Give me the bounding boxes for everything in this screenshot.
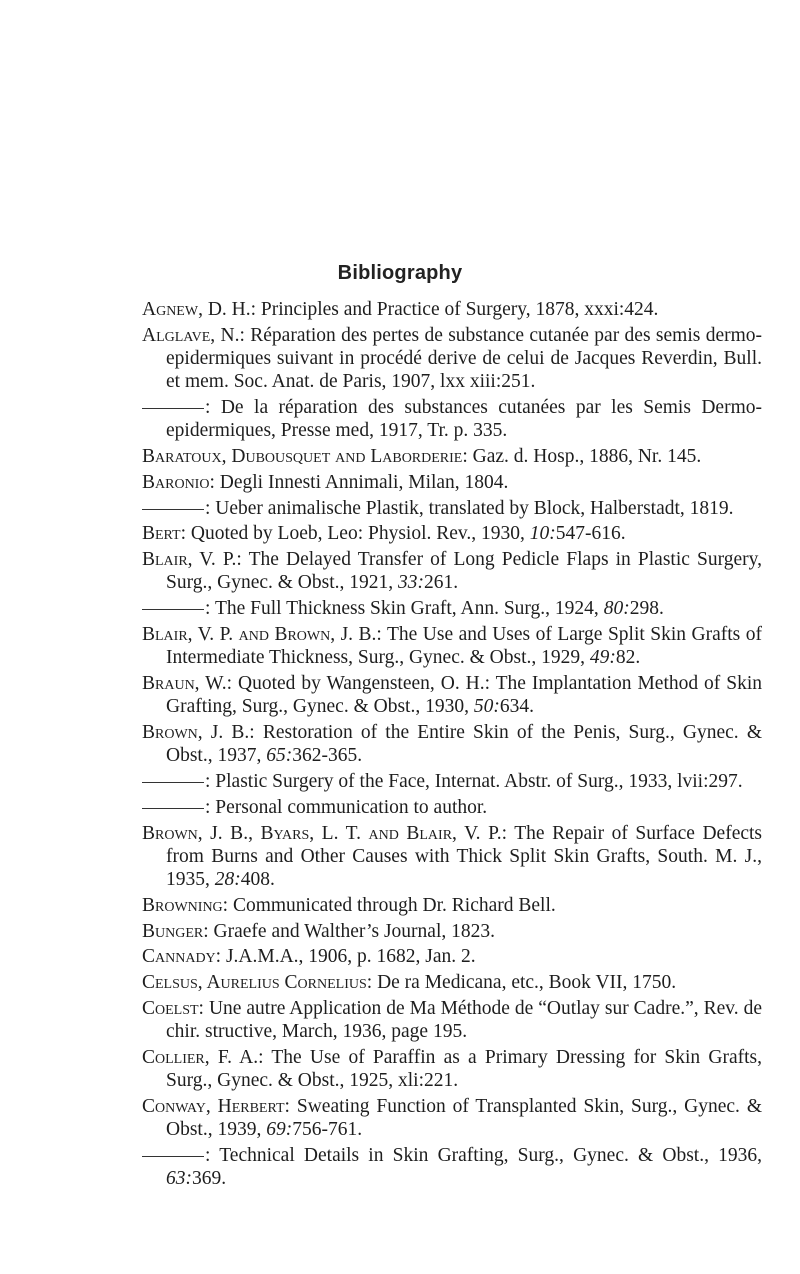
entry-author: Brown, J. B., Byars, L. T. and Blair, V. P.: xyxy=(142,822,508,844)
ditto-dash xyxy=(142,609,204,610)
entry-text: : Personal communication to author. xyxy=(205,796,488,818)
bibliography-entry xyxy=(142,822,762,892)
entry-author: Bert: xyxy=(142,523,187,545)
entry-volume: 80: xyxy=(603,598,630,620)
entry-text: : De la réparation des substances cutanées par les Semis Dermo-epidermiques, Presse med, 1917, Tr. p. 335. xyxy=(166,397,762,442)
ditto-dash xyxy=(142,509,204,510)
entry-text: J.A.M.A., 1906, p. 1682, Jan. 2. xyxy=(221,946,476,968)
bibliography-entry xyxy=(142,497,762,520)
entry-author: Conway, Herbert: xyxy=(142,1095,290,1117)
entry-pages: 756-761. xyxy=(292,1119,363,1141)
entry-text: : Plastic Surgery of the Face, Internat. Abstr. of Surg., 1933, lvii:297. xyxy=(205,770,743,792)
ditto-dash xyxy=(142,782,204,783)
entry-volume: 65: xyxy=(266,745,293,767)
entry-author: Baratoux, Dubousquet and Laborderie: xyxy=(142,446,468,467)
bibliography-entry xyxy=(142,945,762,968)
entry-text: : Ueber animalische Plastik, translated by Block, Halberstadt, 1819. xyxy=(205,497,734,519)
page-title: Bibliography xyxy=(337,262,463,284)
entry-pages: 362-365. xyxy=(292,745,363,767)
bibliography-entry xyxy=(142,894,762,917)
bibliography-entry xyxy=(142,920,762,943)
bibliography-entry xyxy=(142,796,762,819)
entry-author: Blair, V. P.: xyxy=(142,549,242,571)
entry-volume: 69: xyxy=(266,1119,293,1141)
entry-author: Braun, W.: xyxy=(142,672,233,694)
ditto-dash xyxy=(142,1156,204,1157)
entry-text: The Delayed Transfer of Long Pedicle Flaps in Plastic Surgery, Surg., Gynec. & Obst., 1921, xyxy=(166,549,762,594)
bibliography-entry xyxy=(142,1095,762,1141)
entry-text: Quoted by Wangensteen, O. H.: The Implantation Method of Skin Grafting, Surg., Gynec. & Obst., 1930, xyxy=(166,672,762,718)
entry-volume: 33: xyxy=(398,572,425,594)
bibliography-entry xyxy=(142,597,762,620)
entry-pages: 408. xyxy=(240,868,275,890)
bibliography-entry xyxy=(142,471,762,494)
ditto-dash xyxy=(142,408,204,409)
bibliography-entry xyxy=(142,1046,762,1092)
entry-text: : The Full Thickness Skin Graft, Ann. Surg., 1924, xyxy=(205,598,604,620)
bibliography-entry xyxy=(142,522,762,545)
entry-text: Quoted by Loeb, Leo: Physiol. Rev., 1930, xyxy=(186,523,530,545)
bibliography-entry xyxy=(142,721,762,767)
entry-text: De ra Medicana, etc., Book VII, 1750. xyxy=(372,972,677,994)
entry-text: Degli Innesti Annimali, Milan, 1804. xyxy=(214,471,509,493)
entry-author: Celsus, Aurelius Cornelius: xyxy=(142,972,373,994)
bibliography-entry xyxy=(142,997,762,1043)
entry-volume: 49: xyxy=(589,647,616,669)
entry-text: The Repair of Surface Defects from Burns and Other Causes with Thick Split Skin Grafts, South. M. J., 1935, xyxy=(166,822,763,890)
entry-volume: 63: xyxy=(166,1168,192,1190)
bibliography-entry xyxy=(142,324,762,394)
entry-volume: 50: xyxy=(473,696,500,718)
entry-author: Cannady: xyxy=(142,946,222,968)
entry-text: The Use and Uses of Large Split Skin Grafts of Intermediate Thickness, Surg., Gynec. & Obst., 1929, xyxy=(166,623,762,669)
bibliography-entry xyxy=(142,623,762,669)
entry-author: Collier, F. A.: xyxy=(142,1046,264,1068)
entry-volume: 10: xyxy=(529,523,556,545)
entry-author: Coelst: xyxy=(142,997,204,1019)
bibliography-entry xyxy=(142,548,762,594)
entry-text: Gaz. d. Hosp., 1886, Nr. 145. xyxy=(467,446,702,467)
entry-pages: 298. xyxy=(629,598,664,620)
entry-text: Une autre Application de Ma Méthode de “Outlay sur Cadre.”, Rev. de chir. structive, March, 1936, page 195. xyxy=(166,997,762,1043)
entry-text: The Use of Paraffin as a Primary Dressing for Skin Grafts, Surg., Gynec. & Obst., 1925, xli:221. xyxy=(166,1046,762,1092)
entry-author: Blair, V. P. and Brown, J. B.: xyxy=(142,623,382,645)
entry-pages: 369. xyxy=(192,1168,227,1190)
entry-text: Sweating Function of Transplanted Skin, Surg., Gynec. & Obst., 1939, xyxy=(166,1095,763,1141)
entry-pages: 82. xyxy=(615,647,641,669)
ditto-dash xyxy=(142,808,204,809)
entry-author: Brown, J. B.: xyxy=(142,721,255,743)
bibliography-list xyxy=(142,298,762,1193)
entry-author: Browning: xyxy=(142,894,229,916)
entry-text: Réparation des pertes de substance cutanée par des semis dermo-epidermiques suivant in procédé derive de celui de Jacques Reverdin, Bull. et mem. Soc. Anat. de Paris, 1907, lxx xiii:251. xyxy=(166,324,763,393)
bibliography-entry xyxy=(142,445,762,468)
entry-volume: 28: xyxy=(214,868,241,890)
entry-pages: 634. xyxy=(499,696,534,718)
entry-author: Agnew, D. H.: xyxy=(142,299,257,320)
entry-text: Restoration of the Entire Skin of the Penis, Surg., Gynec. & Obst., 1937, xyxy=(166,721,762,767)
entry-text: Graefe and Walther’s Journal, 1823. xyxy=(208,920,495,942)
entry-text: : Technical Details in Skin Grafting, Surg., Gynec. & Obst., 1936, xyxy=(205,1144,762,1166)
entry-author: Baronio: xyxy=(142,471,215,493)
bibliography-entry xyxy=(142,770,762,793)
bibliography-entry xyxy=(142,396,762,442)
entry-text: Principles and Practice of Surgery, 1878, xxxi:424. xyxy=(256,299,659,320)
entry-pages: 547-616. xyxy=(555,523,626,545)
entry-pages: 261. xyxy=(424,572,459,594)
bibliography-entry xyxy=(142,298,762,321)
entry-author: Bunger: xyxy=(142,920,209,942)
entry-text: Communicated through Dr. Richard Bell. xyxy=(228,894,556,916)
entry-author: Alglave, N.: xyxy=(142,324,245,346)
bibliography-entry xyxy=(142,971,762,994)
bibliography-entry xyxy=(142,672,762,718)
bibliography-entry xyxy=(142,1144,762,1190)
